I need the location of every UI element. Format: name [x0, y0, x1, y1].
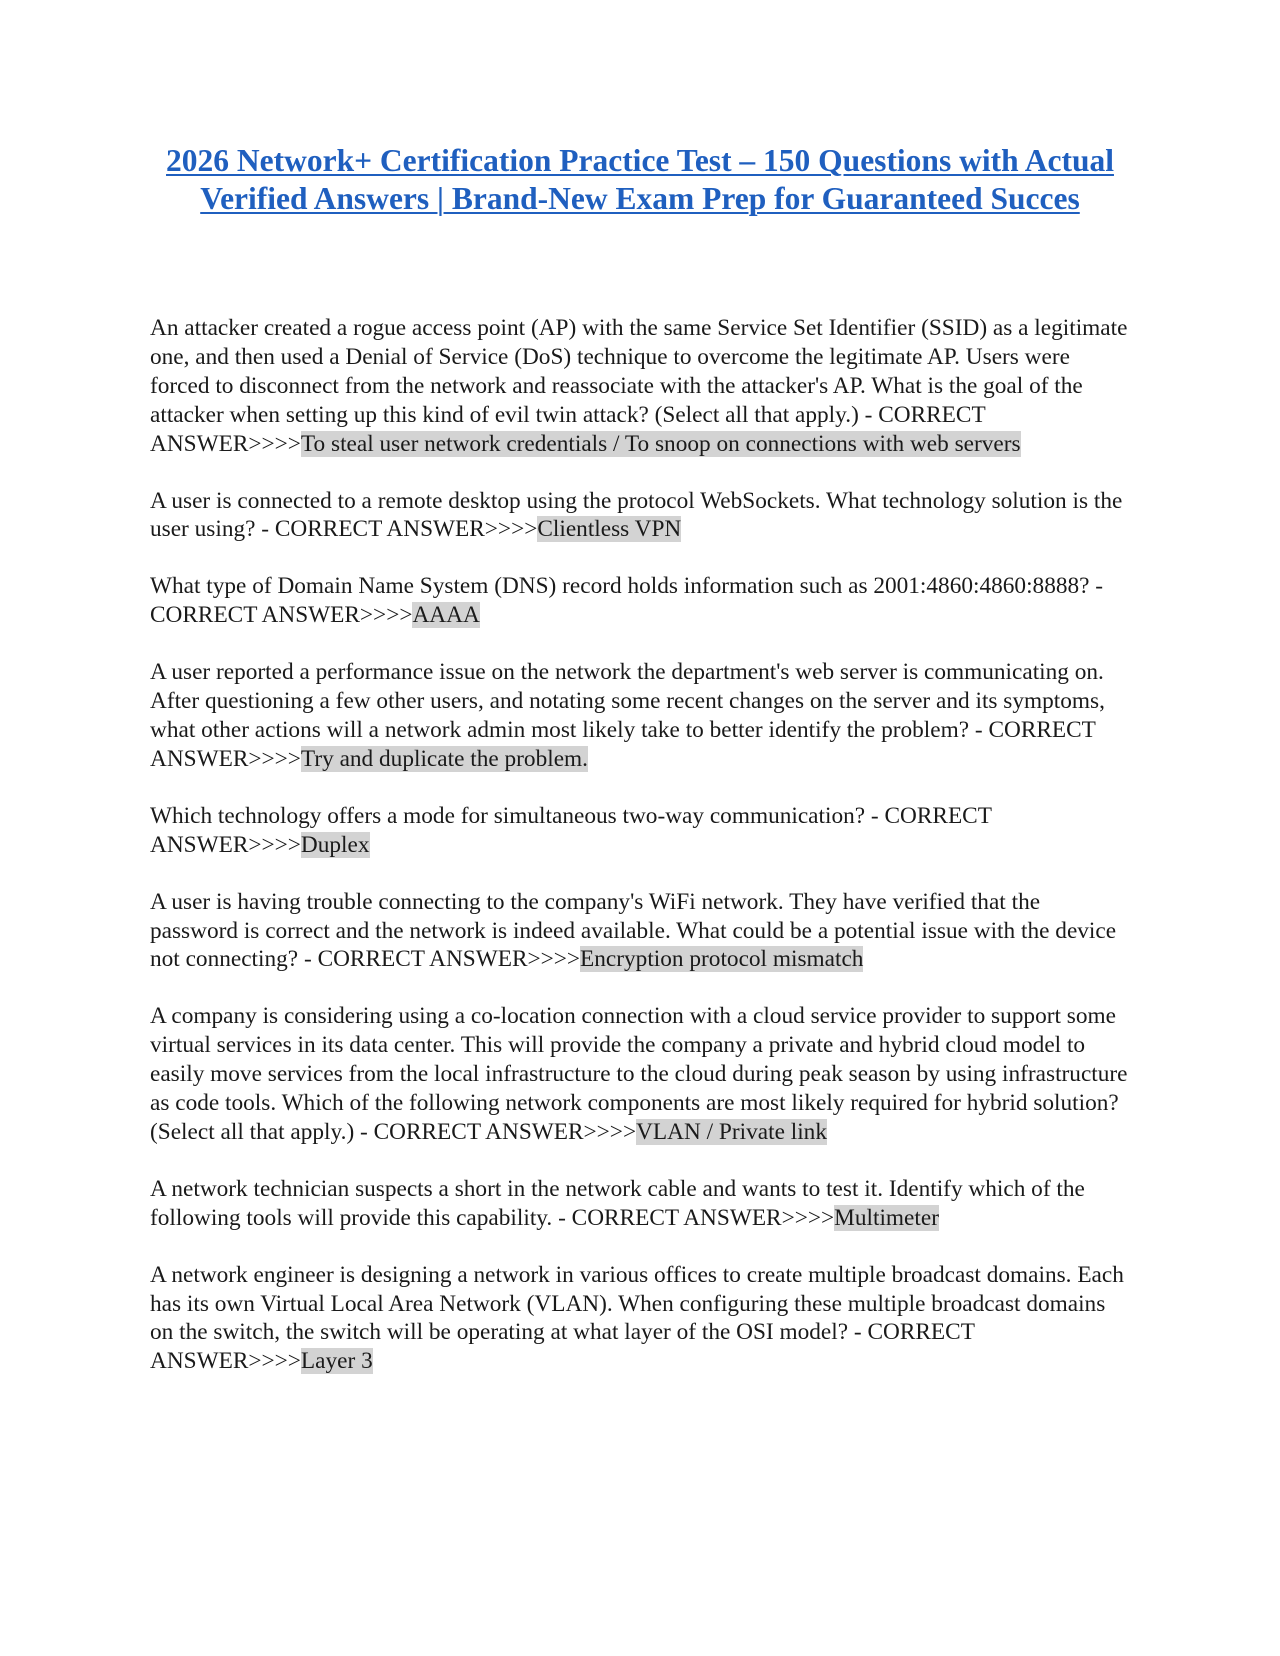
answer-marker: - CORRECT ANSWER>>>> [150, 716, 1096, 772]
question-text: A network technician suspects a short in the network cable and wants to test it. Identify which of the following tools will provide this capability. [150, 1175, 1085, 1231]
qa-item-3 [150, 572, 1132, 630]
answer-marker: - CORRECT ANSWER>>>> [354, 1118, 637, 1145]
qa-list [150, 314, 1132, 1404]
answer-marker: - CORRECT ANSWER>>>> [255, 516, 538, 543]
answer-highlight: Multimeter [834, 1204, 939, 1231]
answer-highlight: Duplex [300, 831, 370, 858]
answer-marker: - CORRECT ANSWER>>>> [150, 401, 986, 457]
question-text: Which technology offers a mode for simultaneous two-way communication? [150, 802, 866, 829]
answer-highlight: Encryption protocol mismatch [580, 946, 864, 973]
answer-marker: - CORRECT ANSWER>>>> [150, 802, 992, 858]
answer-highlight: VLAN / Private link [636, 1118, 827, 1145]
qa-item-1 [150, 314, 1132, 459]
qa-item-4 [150, 658, 1132, 774]
qa-item-8 [150, 1175, 1132, 1233]
qa-item-7 [150, 1002, 1132, 1147]
question-text: A company is considering using a co-location connection with a cloud service provider to support some virtual services in its data center. This will provide the company a private and hybrid cloud model to easily move services from the local infrastructure to the cloud during peak season by using infrastructure as code tools. Which of the following network components are most likely required for hybrid solution? (Select all that apply.) [150, 1003, 1128, 1145]
answer-marker: - CORRECT ANSWER>>>> [298, 946, 581, 973]
question-text: An attacker created a rogue access point (AP) with the same Service Set Identifier (SSID) as a legitimate one, and then used a Denial of Service (DoS) technique to overcome the legitimate AP. Users were forced to disconnect from the network and reassociate with the attacker's AP. What is the goal of the attacker when setting up this kind of evil twin attack? (Select all that apply.) [150, 315, 1128, 428]
answer-highlight: To steal user network credentials / To snoop on connections with web servers [300, 430, 1021, 457]
question-text: A user is having trouble connecting to the company's WiFi network. They have verified that the password is correct and the network is indeed available. What could be a potential issue with the device not connecting? [150, 888, 1117, 973]
question-text: A user is connected to a remote desktop using the protocol WebSockets. What technology solution is the user using? [150, 487, 1123, 543]
qa-item-2 [150, 487, 1132, 545]
qa-item-9 [150, 1261, 1132, 1377]
answer-marker: - CORRECT ANSWER>>>> [150, 573, 1104, 629]
answer-highlight: AAAA [412, 602, 480, 629]
question-text: A user reported a performance issue on the network the department's web server is communicating on. After questioning a few other users, and notating some recent changes on the server and its symptoms, what other actions will a network admin most likely take to better identify the problem? [150, 659, 1105, 743]
question-text: What type of Domain Name System (DNS) record holds information such as 2001:4860:4860:8888? [150, 573, 1090, 600]
qa-item-6 [150, 888, 1132, 975]
answer-highlight: Clientless VPN [537, 516, 682, 543]
qa-item-5 [150, 802, 1132, 860]
answer-highlight: Try and duplicate the problem. [300, 745, 588, 772]
answer-marker: - CORRECT ANSWER>>>> [150, 1319, 975, 1375]
document-title[interactable]: 2026 Network+ Certification Practice Test – 150 Questions with Actual Verified Answers | Brand-New Exam Prep for Guaranteed Succes [166, 143, 1114, 216]
question-text: A network engineer is designing a network in various offices to create multiple broadcast domains. Each has its own Virtual Local Area Network (VLAN). When configuring these multiple broadcast domains on the switch, the switch will be operating at what layer of the OSI model? [150, 1261, 1124, 1346]
answer-marker: - CORRECT ANSWER>>>> [558, 1204, 835, 1231]
answer-highlight: Layer 3 [300, 1348, 373, 1375]
